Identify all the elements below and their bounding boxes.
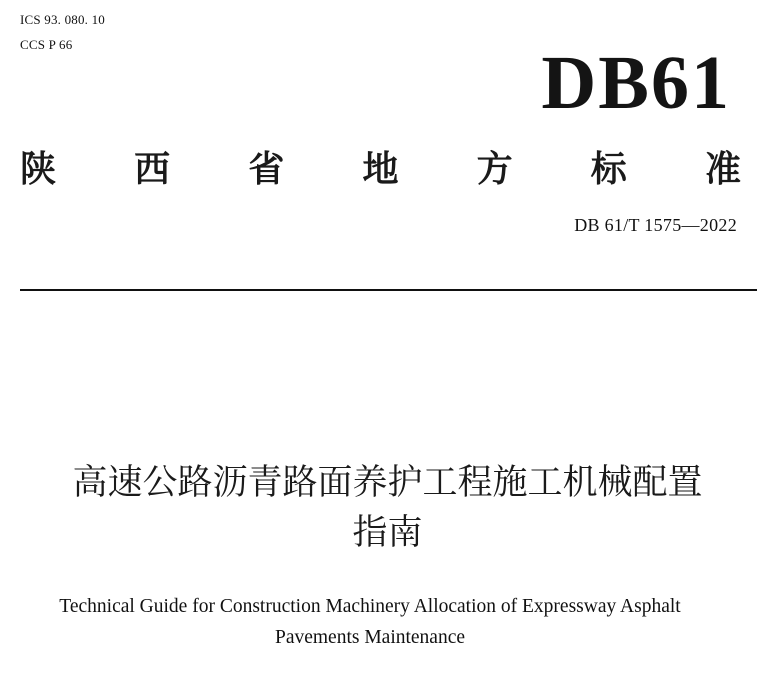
province-title-char: 准: [704, 148, 741, 190]
standard-number: DB 61/T 1575—2022: [574, 215, 737, 235]
db-logo: DB61: [541, 41, 731, 125]
province-title-char: 地: [362, 148, 399, 190]
province-title-char: 省: [248, 148, 285, 190]
document-title-english: [0, 591, 740, 653]
province-standard-title: [20, 143, 741, 189]
province-title-char: 陕: [20, 148, 57, 190]
province-title-char: 西: [134, 148, 171, 190]
header-divider: [20, 289, 757, 291]
document-title-chinese: [0, 458, 775, 558]
title-chinese-line-2: 指南: [352, 513, 423, 553]
title-english-line-1: Technical Guide for Construction Machinery Allocation of Expressway Asphalt: [59, 596, 681, 617]
province-title-char: 方: [476, 148, 513, 190]
ics-code: ICS 93. 080. 10: [20, 12, 105, 27]
province-title-char: 标: [590, 148, 627, 190]
ccs-code: CCS P 66: [20, 37, 73, 52]
title-english-line-2: Pavements Maintenance: [274, 627, 466, 648]
title-chinese-line-1: 高速公路沥青路面养护工程施工机械配置: [72, 463, 703, 503]
